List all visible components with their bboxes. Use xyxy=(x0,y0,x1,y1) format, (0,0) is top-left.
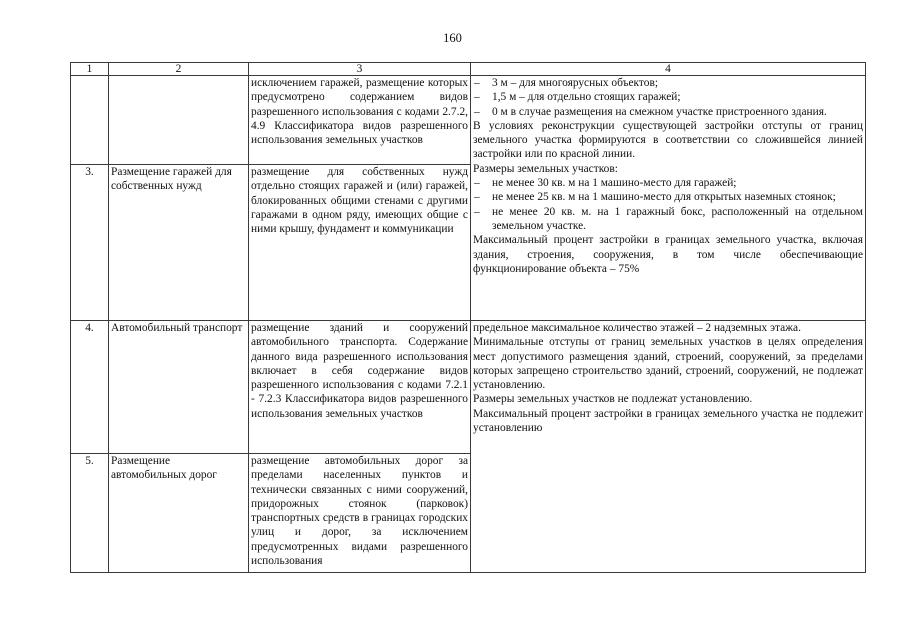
plot-size-list xyxy=(473,176,863,233)
column-header: 3 xyxy=(249,63,471,76)
list-item: – не менее 25 кв. м на 1 машино-место для открытых наземных стоянок; xyxy=(473,190,863,204)
list-item: – 1,5 м – для отдельно стоящих гаражей; xyxy=(473,90,863,104)
paragraph: Максимальный процент застройки в границах земельного участка не подлежит установлению xyxy=(473,407,863,435)
row-number-cell: 4. xyxy=(71,321,109,454)
paragraph: Размеры земельных участков не подлежат установлению. xyxy=(473,393,753,406)
table-header-row xyxy=(71,63,866,76)
use-description-cell: размещение автомобильных дорог за пределами населенных пунктов и технически связанных с ними сооружений, придорожных стоянок (парковок) транспортных средств в границах городских улиц и дорог, за исключением предусмотренных видами разрешенного использования xyxy=(249,454,471,573)
column-header: 2 xyxy=(109,63,249,76)
list-item: – 3 м – для многоярусных объектов; xyxy=(473,76,863,90)
use-name-cell: Размещение гаражей для собственных нужд xyxy=(109,165,249,321)
row-number-cell: 3. xyxy=(71,165,109,321)
page-number: 160 xyxy=(443,31,462,45)
use-description-cell: размещение зданий и сооружений автомобильного транспорта. Содержание данного вида разрешенного использования включает в себя содержание видов разрешенного использования с кодами 7.2.1 - 7.2.3 Классификатора видов разрешенного использования земельных участков xyxy=(249,321,471,454)
use-name-cell: Размещение автомобильных дорог xyxy=(109,454,249,573)
use-description-cell: исключением гаражей, размещение которых предусмотрено содержанием видов разрешенного использования с кодами 2.7.2, 4.9 Классификатора видов разрешенного использования земельных участков xyxy=(249,76,471,165)
paragraph: Максимальный процент застройки в границах земельного участка, включая здания, строения, сооружения, в том числе обеспечивающие функционирование объекта – 75% xyxy=(473,234,863,275)
row-number-cell xyxy=(71,76,109,165)
column-header: 1 xyxy=(71,63,109,76)
row-number-cell: 5. xyxy=(71,454,109,573)
list-item: – не менее 20 кв. м. на 1 гаражный бокс, расположенный на отдельном земельном участке. xyxy=(473,205,863,234)
paragraph: предельное максимальное количество этажей – 2 надземных этажа. xyxy=(473,322,801,334)
setback-list xyxy=(473,76,863,119)
list-item: – не менее 30 кв. м на 1 машино-место для гаражей; xyxy=(473,176,863,190)
use-name-cell xyxy=(109,76,249,165)
use-description-cell: размещение для собственных нужд отдельно стоящих гаражей и (или) гаражей, блокированных общими стенами с другими гаражами в одном ряду, имеющих общие с ними крышу, фундамент и коммуникации xyxy=(249,165,471,321)
zoning-table xyxy=(70,62,866,573)
table-row xyxy=(71,321,866,454)
paragraph: Размеры земельных участков: xyxy=(473,162,618,175)
table-row xyxy=(71,76,866,165)
parameters-cell xyxy=(471,76,866,321)
column-header: 4 xyxy=(471,63,866,76)
paragraph: Минимальные отступы от границ земельных участков в целях определения мест допустимого размещения зданий, строений, сооружений, за пределами которых запрещено строительство зданий, строений, сооружений, не подлежат установлению. xyxy=(473,336,863,392)
parameters-cell xyxy=(471,321,866,573)
paragraph: В условиях реконструкции существующей застройки отступы от границ земельного участка формируются в соответствии со сложившейся линией застройки или по красной линии. xyxy=(473,119,863,161)
use-name-cell: Автомобильный транспорт xyxy=(109,321,249,454)
list-item: – 0 м в случае размещения на смежном участке пристроенного здания. xyxy=(473,105,863,119)
